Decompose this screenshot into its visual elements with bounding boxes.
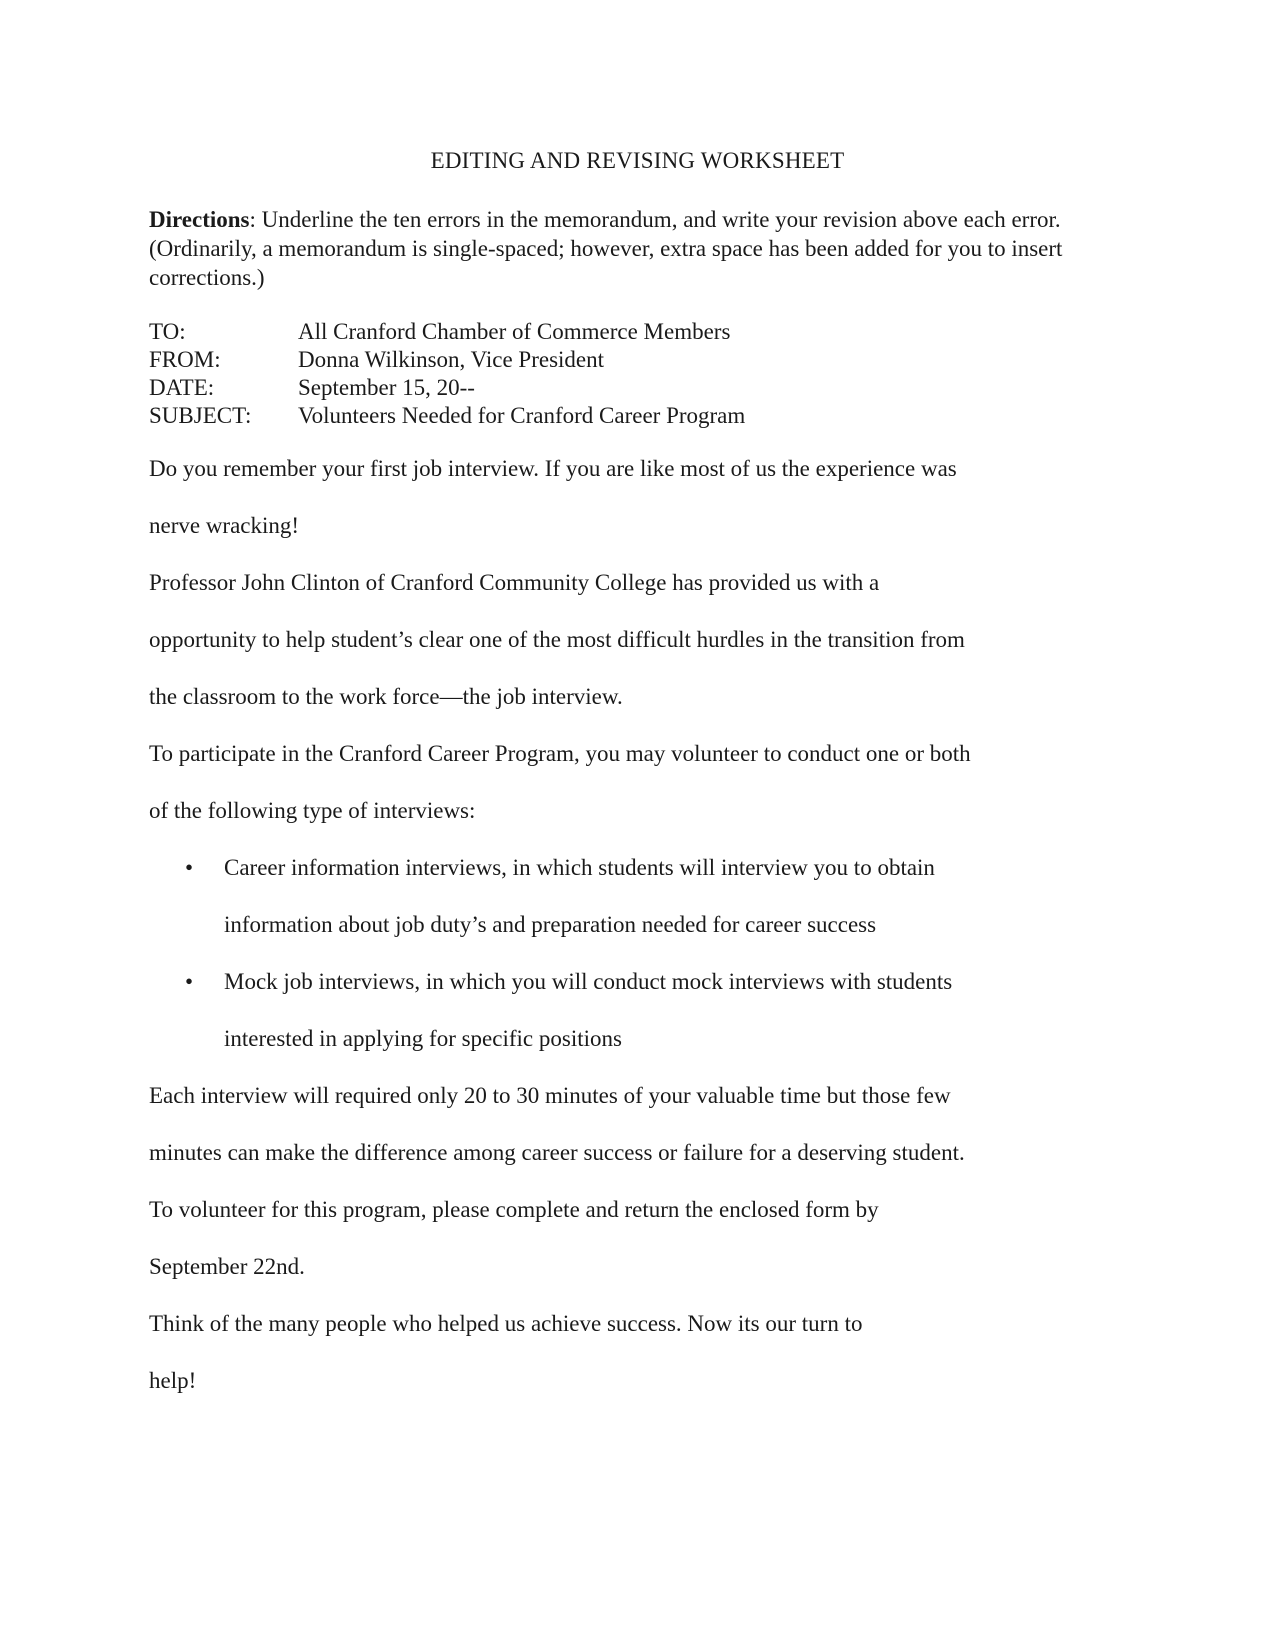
- memo-header: [149, 318, 745, 430]
- bullet-continuation: [149, 911, 1109, 968]
- memo-subject-value: Volunteers Needed for Cranford Career Program: [298, 403, 746, 428]
- body-line: the classroom to the work force—the job interview.: [149, 684, 623, 709]
- memo-date-label: DATE:: [149, 375, 215, 400]
- body-line: To volunteer for this program, please complete and return the enclosed form by: [149, 1197, 879, 1222]
- body-line: Professor John Clinton of Cranford Community College has provided us with a: [149, 570, 880, 595]
- body-line: Each interview will required only 20 to 30 minutes of your valuable time but those few: [149, 1083, 951, 1108]
- body-line: minutes can make the difference among career success or failure for a deserving student.: [149, 1140, 965, 1165]
- memo-from-label: FROM:: [149, 347, 221, 372]
- bullet-item-mock-interviews: [149, 968, 1109, 1025]
- bullet-continuation: [149, 1025, 1109, 1082]
- bullet-text: information about job duty’s and preparation needed for career success: [224, 912, 877, 937]
- memo-date-value: September 15, 20--: [298, 375, 475, 400]
- body-line: Think of the many people who helped us achieve success. Now its our turn to: [149, 1311, 863, 1336]
- memo-subject-label: SUBJECT:: [149, 403, 252, 428]
- bullet-text: interested in applying for specific positions: [224, 1026, 622, 1051]
- body-line: To participate in the Cranford Career Program, you may volunteer to conduct one or both: [149, 741, 971, 766]
- body-line: September 22nd.: [149, 1254, 305, 1279]
- memo-date-row: [149, 374, 745, 402]
- memo-to-row: [149, 318, 745, 346]
- bullet-text: Career information interviews, in which students will interview you to obtain: [224, 855, 935, 880]
- bullet-item-career-information: [149, 854, 1109, 911]
- bullet-text: Mock job interviews, in which you will conduct mock interviews with students: [224, 969, 953, 994]
- directions-label: Directions: [149, 207, 250, 232]
- memo-to-label: TO:: [149, 319, 186, 344]
- memo-to-value: All Cranford Chamber of Commerce Members: [298, 319, 731, 344]
- body-line: nerve wracking!: [149, 513, 300, 538]
- memo-subject-row: [149, 402, 745, 430]
- memo-from-row: [149, 346, 745, 374]
- body-line: of the following type of interviews:: [149, 798, 476, 823]
- directions-paragraph: [149, 205, 1089, 292]
- directions-text: : Underline the ten errors in the memorandum, and write your revision above each error. (Ordinarily, a memorandum is single-spaced; however, extra space has been added for you to insert corrections.): [149, 207, 1063, 290]
- bullet-icon: •: [185, 855, 194, 880]
- body-line: Do you remember your first job interview. If you are like most of us the experience was: [149, 456, 957, 481]
- memo-body: [149, 455, 1109, 1424]
- worksheet-title: EDITING AND REVISING WORKSHEET: [430, 148, 845, 173]
- bullet-icon: •: [185, 969, 194, 994]
- body-line: opportunity to help student’s clear one of the most difficult hurdles in the transition from: [149, 627, 965, 652]
- memo-from-value: Donna Wilkinson, Vice President: [298, 347, 605, 372]
- body-line: help!: [149, 1368, 197, 1393]
